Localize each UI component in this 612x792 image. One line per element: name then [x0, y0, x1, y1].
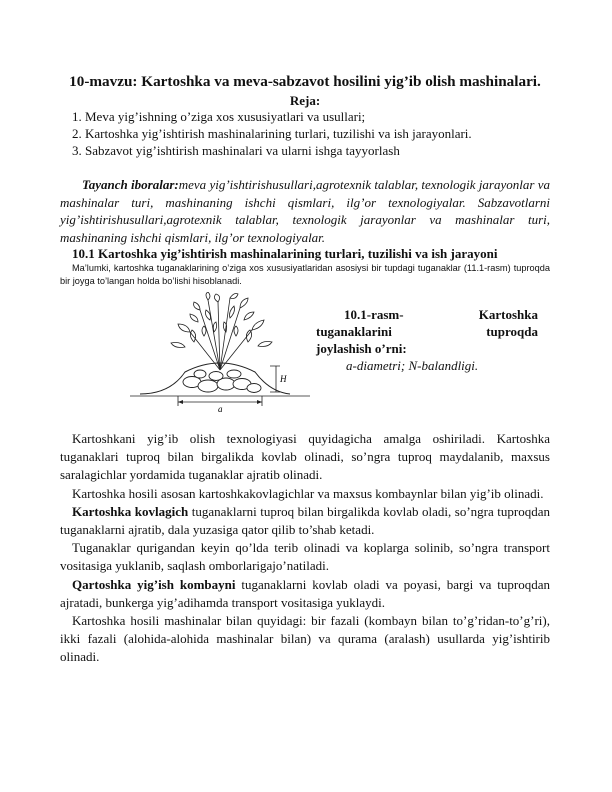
caption-line2b: tuproqda — [486, 324, 538, 339]
caption-word: Kartoshka — [478, 307, 538, 322]
paragraph: Tuganaklar qurigandan keyin qo’lda terib olinadi va koplarga solinib, so’ngra transport vositasiga yuklanib, saqlash omborlarigajo’natiladi. — [60, 540, 550, 574]
caption-subtext: a-diametri; N-balandligi. — [346, 358, 479, 373]
paragraph: Kartoshka kovlagich tuganaklarni tuproq bilan birgalikda kovlab oladi, so’ngra tuproqdan tuganaklarni ajratib, dala yuzasiga qator qilib to’shab ketadi. — [60, 503, 551, 538]
caption-number: 10.1-rasm- — [344, 307, 404, 322]
page-title: 10-mavzu: Kartoshka va meva-sabzavot hosilini yig’ib olish mashinalari. — [69, 73, 541, 90]
paragraph: Kartoshkani yig’ib olish texnologiyasi quyidagicha amalga oshiriladi. Kartoshka tuganaklari tuproq bilan birgalikda kovlab olinadi, so’ngra tuproq maydalanib, maxsus saralagichlar yordamida tuganaklar ajratib olinadi. — [60, 431, 550, 483]
paragraph: Kartoshka hosili mashinalar bilan quyidagi: bir fazali (kombayn bilan to’g’ridan-to’g’ri), ikki fazali (alohida-alohida mashinalar bilan) va qurama (aralash) usullarda yig’ishtirib olinadi. — [60, 613, 550, 665]
figure-caption — [316, 306, 538, 374]
intro-note: Ma’lumki, kartoshka tuganaklarining o’ziga xos xususiyatlaridan asosiysi bir tupdagi tuganaklar (11.1-rasm) tuproqda bir joyga to’langan holda bo’lishi hisoblanadi. — [60, 263, 550, 286]
caption-line3: joylashish o’rni: — [316, 341, 407, 356]
plan-item: 2. Kartoshka yig’ishtirish mashinalarining turlari, tuzilishi va ish jarayonlari. — [72, 126, 472, 141]
plan-heading: Reja: — [289, 93, 321, 108]
diameter-label: a — [218, 404, 223, 414]
figure — [60, 292, 550, 416]
paragraph: Qartoshka yig’ish kombayni tuganaklarni kovlab oladi va poyasi, bargi va tuproqdan ajratadi, bunkerga yig’adihamda transport vositasiga yuklaydi. — [60, 576, 550, 610]
term-bold: Qartoshka yig’ish kombayni — [72, 576, 236, 592]
keywords-label: Tayanch iboralar: — [82, 177, 179, 192]
keywords-text: meva yig’ishtirishusullari,agrotexnik talablar, texnologik jarayonlar va mashinalar turi, mashinaning ishchi qismlari, ilg’or texnologiyalar. Sabzavotlarni yig’ishtirishusullari,agrotexnik talablar, texnologik jarayonlar va mashinalar turi, mashinaning ishchi qismlari, ilg’or texnologiyalar. — [60, 177, 550, 245]
document-page — [60, 72, 550, 667]
paragraph: Kartoshka hosili asosan kartoshkakovlagichlar va maxsus kombaynlar bilan yig’ib olinadi. — [72, 485, 544, 501]
body-text — [60, 430, 550, 667]
plan-item: 3. Sabzavot yig’ishtirish mashinalari va ularni ishga tayyorlash — [72, 143, 400, 158]
potato-plant-illustration — [130, 292, 310, 414]
plan-list — [60, 108, 550, 159]
plan-item: 1. Meva yig’ishning o’ziga xos xususiyatlari va usullari; — [72, 109, 366, 124]
height-label: H — [280, 374, 287, 384]
caption-line2a: tuganaklarini — [316, 324, 392, 339]
keywords-paragraph — [60, 176, 550, 246]
term-bold: Kartoshka kovlagich — [72, 503, 189, 519]
section-heading: 10.1 Kartoshka yig’ishtirish mashinalarining turlari, tuzilishi va ish jarayoni — [72, 246, 498, 261]
